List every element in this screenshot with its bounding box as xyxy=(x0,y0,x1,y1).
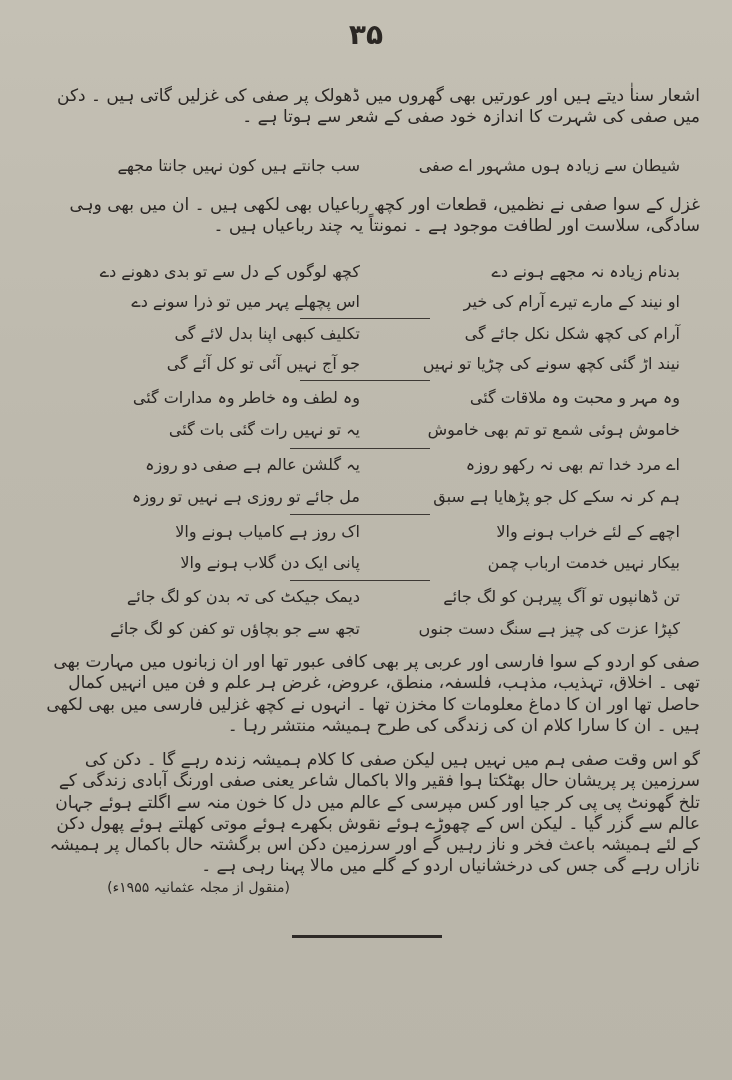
rubai-line-right: خاموش ہوئی شمع تو تم بھی خاموش xyxy=(427,420,680,439)
source-reference: (منقول از مجلہ عثمانیہ ۱۹۵۵ء) xyxy=(107,880,290,896)
end-divider xyxy=(292,935,442,938)
rubai-line-left: اک روز ہے کامیاب ہونے والا xyxy=(175,522,360,541)
rubai-line-right: اچھے کے لئے خراب ہونے والا xyxy=(496,522,680,541)
stanza-divider xyxy=(290,514,430,515)
rubai-line-left: جو آج نہیں آئی تو کل آئے گی xyxy=(166,354,360,373)
stanza-divider xyxy=(290,448,430,449)
rubaiyat-intro-paragraph: غزل کے سوا صفی نے نظمیں، قطعات اور کچھ رباعیاں بھی لکھی ہیں ۔ ان میں بھی وہی سادگی، سلاست اور لطافت موجود ہے ۔ نمونتاً یہ چند رباعیاں ہیں ۔ xyxy=(69,195,700,237)
stanza-divider xyxy=(300,318,430,319)
rubai-line xyxy=(60,553,680,583)
rubai-line-right: بیکار نہیں خدمت ارباب چمن xyxy=(487,553,680,572)
rubai-line xyxy=(60,487,680,517)
rubai-line xyxy=(60,420,680,450)
rubai-line-left: تجھ سے جو بچاؤں تو کفن کو لگ جائے xyxy=(110,619,360,638)
intro-paragraph: اشعار سناٰ دیتے ہیں اور عورتیں بھی گھروں میں ڈھولک پر صفی کی غزلیں گاتی ہیں ۔ دکن میں صفی کی شہرت کا اندازہ خود صفی کے شعر سے ہوتا ہے ۔ xyxy=(57,86,700,128)
rubai-line xyxy=(60,262,680,292)
rubai-line-right: ہم کر نہ سکے کل جو پڑھایا ہے سبق xyxy=(433,487,680,506)
rubai-line xyxy=(60,587,680,617)
rubai-line xyxy=(60,522,680,552)
rubai-line-left: یہ گلشن عالم ہے صفی دو روزہ xyxy=(145,455,360,474)
closing-paragraph: گو اس وقت صفی ہم میں نہیں ہیں لیکن صفی کا کلام ہمیشہ زندہ رہے گا ۔ دکن کی سرزمین پر پریشان حال بھٹکتا ہوا فقیر والا باکمال شاعر یعنی صفی اورنگ آبادی زندگی کے تلخ گھونٹ پی پی کر جیا اور کس مپرسی کے عالم میں دل کا خون منہ سے اگلتے ہوئے جہان عالم سے گزر گیا ۔ لیکن اس کے چھوڑے ہوئے نقوش بکھرے ہوئے موتی کھلتے ہوئے پھول دکن کے لئے ہمیشہ باعث فخر و ناز رہیں گے اور سرزمین دکن اس برگشتہ حال باکمال پر ہمیشہ نازاں رہے گی جس کی درخشانیاں اردو کے گلے میں مالا پہنا رہی ہے ۔ xyxy=(49,750,700,877)
stanza-divider xyxy=(290,580,430,581)
rubai-line-right: تن ڈھانپوں تو آگ پیرہن کو لگ جائے xyxy=(443,587,680,606)
rubai-line-right: آرام کی کچھ شکل نکل جائے گی xyxy=(464,324,680,343)
rubai-line xyxy=(60,324,680,354)
rubai-line-left: دیمک جیکٹ کی تہ بدن کو لگ جائے xyxy=(126,587,360,606)
rubai-line-left: یہ تو نہیں رات گئی بات گئی xyxy=(168,420,360,439)
rubai-line-right: نیند اڑ گئی کچھ سونے کی چڑیا تو نہیں xyxy=(422,354,680,373)
rubai-line-left: کچھ لوگوں کے دل سے تو بدی دھونے دے xyxy=(99,262,360,281)
scholarship-paragraph: صفی کو اردو کے سوا فارسی اور عربی پر بھی کافی عبور تھا اور ان زبانوں میں مہارت بھی تھی ۔ اخلاق، تہذیب، مذہب، فلسفہ، منطق، عروض، غرض ہر علم و فن میں انہیں کمال حاصل تھا اور ان کا دماغ معلومات کا مخزن تھا ۔ انہوں نے کچھ غزلیں فارسی میں بھی لکھی ہیں ۔ ان کا سارا کلام ان کی زندگی کی طرح ہمیشہ منتشر رہا ۔ xyxy=(46,652,700,736)
rubai-line-left: پانی ایک دن گلاب ہونے والا xyxy=(180,553,360,572)
rubai-line xyxy=(60,455,680,485)
rubai-line-right: اے مرد خدا تم بھی نہ رکھو روزہ xyxy=(465,455,680,474)
rubai-line-right: بدنام زیادہ نہ مجھے ہونے دے xyxy=(491,262,680,281)
rubai-line xyxy=(60,388,680,418)
rubai-line-right: او نیند کے مارے تیرے آرام کی خیر xyxy=(463,292,680,311)
page-number: ۳۵ xyxy=(348,18,384,51)
rubai-line-right: کپڑا عزت کی چیز ہے سنگ دست جنوں xyxy=(418,619,680,638)
rubai-line-left: وہ لطف وہ خاطر وہ مدارات گئی xyxy=(132,388,360,407)
rubai-line-left: مل جائے تو روزی ہے نہیں تو روزہ xyxy=(131,487,360,506)
rubai-line xyxy=(60,619,680,649)
couplet-first-line: شیطان سے زیادہ ہوں مشہور اے صفی xyxy=(418,156,680,175)
stanza-divider xyxy=(300,380,430,381)
rubai-line-left: تکلیف کبھی اپنا بدل لائے گی xyxy=(174,324,360,343)
rubai-line-left: اس پچھلے پہر میں تو ذرا سونے دے xyxy=(131,292,360,311)
couplet-second-line: سب جانتے ہیں کون نہیں جانتا مجھے xyxy=(117,156,360,175)
rubai-line-right: وہ مہر و محبت وہ ملاقات گئی xyxy=(469,388,680,407)
featured-couplet xyxy=(60,156,680,186)
